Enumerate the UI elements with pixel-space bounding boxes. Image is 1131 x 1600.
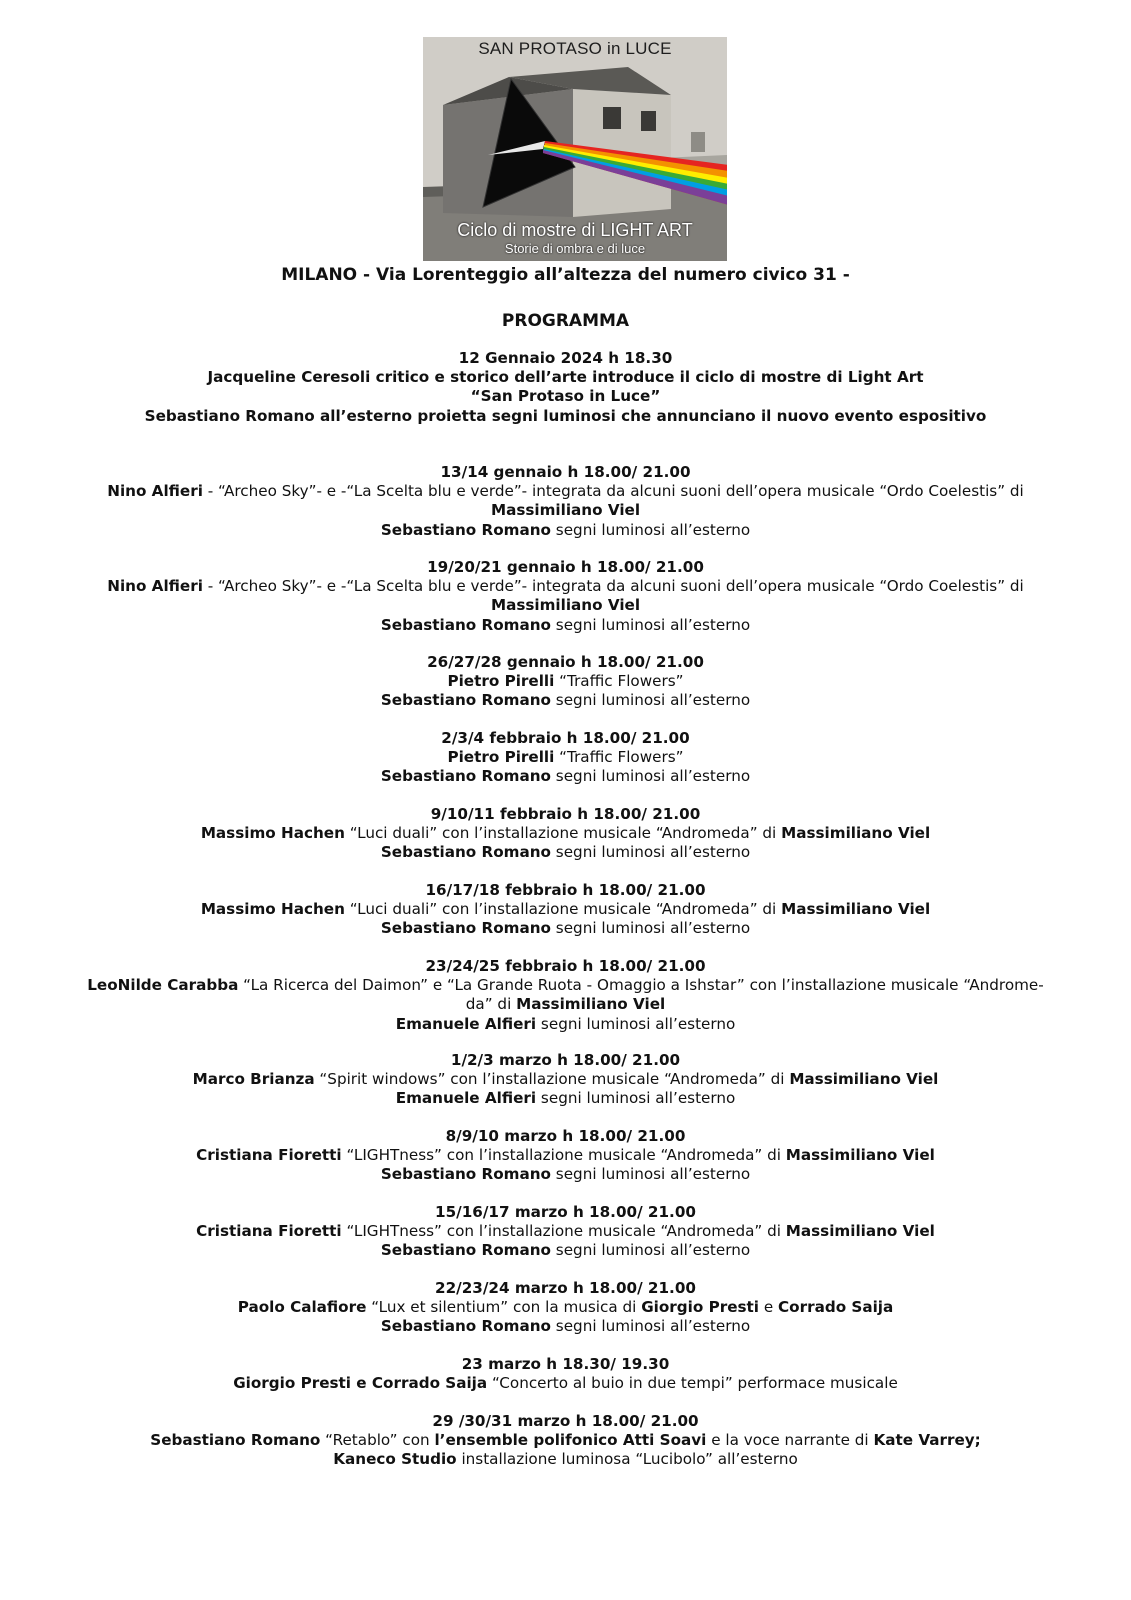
light-artist: Sebastiano Romano (380, 1241, 551, 1260)
event-artist: Paolo Calafiore (237, 1298, 367, 1317)
event-work: “Spirit windows” con l’installazione musicale “Andromeda” di (314, 1070, 790, 1089)
program-heading: PROGRAMMA (501, 311, 630, 331)
light-text: segni luminosi all’esterno (536, 1014, 736, 1033)
event-date: 23 marzo h 18.30/ 19.30 (461, 1355, 670, 1373)
light-text: segni luminosi all’esterno (536, 1089, 736, 1108)
event-work-mid: e la voce narrante di (706, 1431, 874, 1450)
event-date: 8/9/10 marzo h 18.00/ 21.00 (445, 1127, 686, 1145)
event-date: 19/20/21 gennaio h 18.00/ 21.00 (427, 558, 704, 576)
event-artist: Cristiana Fioretti (196, 1222, 342, 1241)
intro-line-3: Sebastiano Romano all’esterno proietta segni luminosi che annunciano il nuovo evento espositivo (144, 406, 987, 425)
light-artist: Sebastiano Romano (380, 1317, 551, 1336)
event-musician: Massimiliano Viel (781, 900, 931, 919)
light-artist: Sebastiano Romano (380, 919, 551, 938)
event-work: “La Ricerca del Daimon” e “La Grande Ruota - Omaggio a Ishstar” con l’installazione musicale “Androme- (238, 976, 1044, 995)
event-date: 9/10/11 febbraio h 18.00/ 21.00 (430, 805, 701, 823)
light-text: segni luminosi all’esterno (550, 615, 751, 634)
event-work: “LIGHTness” con l’installazione musicale “Andromeda” di (341, 1222, 786, 1241)
event-block (20, 463, 1111, 540)
event-work: “Luci duali” con l’installazione musicale “Andromeda” di (344, 824, 782, 843)
event-block (20, 957, 1111, 1034)
event-musician: Massimiliano Viel (781, 824, 931, 843)
light-text: segni luminosi all’esterno (550, 1165, 751, 1184)
event-musician: Massimiliano Viel (490, 596, 641, 615)
event-block (20, 1127, 1111, 1185)
event-block (20, 653, 1111, 711)
light-text: segni luminosi all’esterno (550, 520, 751, 539)
event-date: 15/16/17 marzo h 18.00/ 21.00 (435, 1203, 696, 1221)
intro-line-1: Jacqueline Ceresoli critico e storico dell’arte introduce il ciclo di mostre di Light Art (207, 368, 924, 387)
event-artist: Giorgio Presti e Corrado Saija (233, 1374, 488, 1393)
event-ensemble: l’ensemble polifonico Atti Soavi (434, 1431, 707, 1450)
event-artist: Massimo Hachen (200, 824, 345, 843)
event-musician: Massimiliano Viel (789, 1070, 939, 1089)
event-work: - “Archeo Sky”- e -“La Scelta blu e verde”- integrata da alcuni suoni dell’opera musicale “Ordo Coelestis” di (202, 482, 1024, 501)
event-work: “Luci duali” con l’installazione musicale “Andromeda” di (344, 900, 782, 919)
light-artist: Sebastiano Romano (380, 1165, 551, 1184)
event-artist: Nino Alfieri (107, 577, 203, 596)
event-block (20, 558, 1111, 635)
event-work: - “Archeo Sky”- e -“La Scelta blu e verde”- integrata da alcuni suoni dell’opera musicale “Ordo Coelestis” di (202, 577, 1024, 596)
light-text: segni luminosi all’esterno (550, 691, 751, 710)
intro-line-2: “San Protaso in Luce” (470, 387, 661, 406)
light-artist: Sebastiano Romano (380, 615, 551, 634)
poster-title: SAN PROTASO in LUCE (478, 39, 672, 58)
light-text: segni luminosi all’esterno (550, 919, 751, 938)
light-artist: Sebastiano Romano (380, 767, 551, 786)
light-text: segni luminosi all’esterno (550, 1241, 751, 1260)
event-artist: LeoNilde Carabba (87, 976, 239, 995)
event-work: “LIGHTness” con l’installazione musicale “Andromeda” di (341, 1146, 786, 1165)
light-artist: Emanuele Alfieri (395, 1089, 537, 1108)
event-date: 26/27/28 gennaio h 18.00/ 21.00 (427, 653, 704, 671)
event-date: 1/2/3 marzo h 18.00/ 21.00 (450, 1051, 681, 1069)
poster-tagline: Storie di ombra e di luce (504, 241, 646, 256)
event-date: 16/17/18 febbraio h 18.00/ 21.00 (425, 881, 706, 899)
event-date: 2/3/4 febbraio h 18.00/ 21.00 (441, 729, 690, 747)
event-date: 13/14 gennaio h 18.00/ 21.00 (440, 463, 691, 481)
event-artist: Pietro Pirelli (447, 748, 555, 767)
event-work: “Retablo” con (320, 1431, 435, 1450)
event-block (20, 729, 1111, 787)
event-musician: Giorgio Presti (641, 1298, 760, 1317)
event-work: “Lux et silentium” con la musica di (366, 1298, 642, 1317)
event-block (20, 1203, 1111, 1261)
light-artist: Emanuele Alfieri (395, 1014, 537, 1033)
event-date: 29 /30/31 marzo h 18.00/ 21.00 (432, 1412, 699, 1430)
event-block (20, 1051, 1111, 1109)
light-artist: Sebastiano Romano (380, 843, 551, 862)
event-artist: Marco Brianza (192, 1070, 315, 1089)
event-block (20, 1279, 1111, 1337)
light-text: segni luminosi all’esterno (550, 843, 751, 862)
light-text: segni luminosi all’esterno (550, 1317, 751, 1336)
event-musician: Massimiliano Viel (490, 501, 641, 520)
event-block (20, 881, 1111, 939)
event-work: “Traffic Flowers” (554, 672, 684, 691)
light-artist: Sebastiano Romano (380, 691, 551, 710)
event-artist: Nino Alfieri (107, 482, 203, 501)
event-artist: Cristiana Fioretti (196, 1146, 342, 1165)
light-artist: Sebastiano Romano (380, 520, 551, 539)
event-date: 23/24/25 febbraio h 18.00/ 21.00 (425, 957, 706, 975)
intro-date: 12 Gennaio 2024 h 18.30 (458, 349, 673, 367)
event-block (20, 1412, 1111, 1470)
event-block (20, 805, 1111, 863)
event-musician-2: Corrado Saija (778, 1298, 894, 1317)
event-work: “Traffic Flowers” (554, 748, 684, 767)
event-musician: Massimiliano Viel (785, 1222, 935, 1241)
poster-subtitle: Ciclo di mostre di LIGHT ART (457, 220, 693, 240)
intro-block (20, 349, 1111, 426)
location-heading: MILANO - Via Lorenteggio all’altezza del numero civico 31 - (281, 265, 850, 285)
event-musician: Massimiliano Viel (516, 995, 666, 1014)
event-block (20, 1355, 1111, 1393)
event-narrator: Kate Varrey; (873, 1431, 981, 1450)
event-work-cont: da” di (465, 995, 517, 1014)
event-work: “Concerto al buio in due tempi” performace musicale (487, 1374, 898, 1393)
light-artist: Kaneco Studio (333, 1450, 457, 1469)
light-text: installazione luminosa “Lucibolo” all’esterno (456, 1450, 798, 1469)
light-text: segni luminosi all’esterno (550, 767, 751, 786)
event-poster (423, 37, 727, 261)
event-musician: Massimiliano Viel (785, 1146, 935, 1165)
event-artist: Sebastiano Romano (150, 1431, 321, 1450)
event-work-mid: e (759, 1298, 779, 1317)
event-artist: Massimo Hachen (200, 900, 345, 919)
event-date: 22/23/24 marzo h 18.00/ 21.00 (435, 1279, 696, 1297)
event-artist: Pietro Pirelli (447, 672, 555, 691)
